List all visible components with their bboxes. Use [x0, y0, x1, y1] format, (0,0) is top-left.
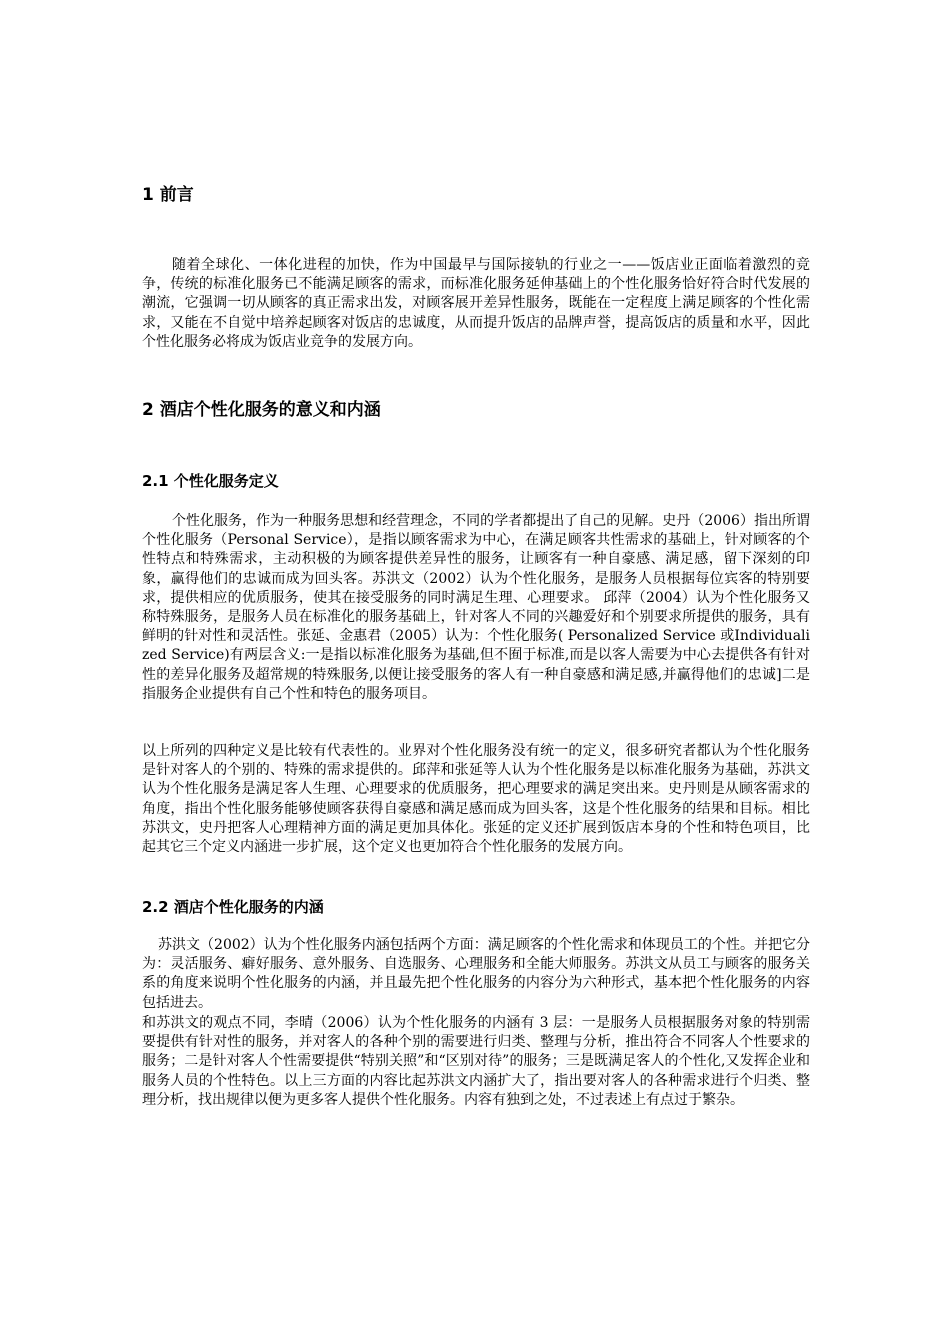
section-2-1-heading: 2.1 个性化服务定义: [142, 472, 279, 490]
section-2-2-heading: 2.2 酒店个性化服务的内涵: [142, 898, 324, 916]
section-2-heading: 2 酒店个性化服务的意义和内涵: [142, 400, 381, 420]
section-1-heading: 1 前言: [142, 185, 194, 205]
section-2-1-paragraph-1: 个性化服务，作为一种服务思想和经营理念，不同的学者都提出了自己的见解。史丹（2006）指出所谓个性化服务（Personal Service），是指以顾客需求为中心，在满足顾客共性需求的基础上，针对顾客的个性特点和特殊需求，主动积极的为顾客提供差异性的服务，让顾客有一种自豪感、满足感，留下深刻的印象，赢得他们的忠诚而成为回头客。苏洪文（2002）认为个性化服务，是服务人员根据每位宾客的特别要求，提供相应的优质服务，使其在接受服务的同时满足生理、心理要求。 邱萍（2004）认为个性化服务又称特殊服务，是服务人员在标准化的服务基础上，针对客人不同的兴趣爱好和个别要求所提供的服务，具有鲜明的针对性和灵活性。张延、金惠君（2005）认为：个性化服务( Personalized Service 或Individualized Service)有两层含义:一是指以标准化服务为基础,但不囿于标准,而是以客人需要为中心去提供各有针对性的差异化服务及超常规的特殊服务,以便让接受服务的客人有一种自豪感和满足感,并赢得他们的忠诚]二是指服务企业提供有自己个性和特色的服务项目。: [142, 513, 810, 702]
section-2-1-paragraph-2: 以上所列的四种定义是比较有代表性的。业界对个性化服务没有统一的定义，很多研究者都认为个性化服务是针对客人的个别的、特殊的需求提供的。邱萍和张延等人认为个性化服务是以标准化服务为基础，苏洪文认为个性化服务是满足客人生理、心理要求的优质服务，把心理要求的满足突出来。史丹则是从顾客需求的角度，指出个性化服务能够使顾客获得自豪感和满足感而成为回头客，这是个性化服务的结果和目标。相比苏洪文，史丹把客人心理精神方面的满足更加具体化。张延的定义还扩展到饭店本身的个性和特色项目，比起其它三个定义内涵进一步扩展，这个定义也更加符合个性化服务的发展方向。: [142, 743, 810, 856]
section-2-2-paragraph-1: 苏洪文（2002）认为个性化服务内涵包括两个方面：满足顾客的个性化需求和体现员工的个性。并把它分为：灵活服务、癖好服务、意外服务、自选服务、心理服务和全能大师服务。苏洪文从员工与顾客的服务关系的角度来说明个性化服务的内涵，并且最先把个性化服务的内容分为六种形式，基本把个性化服务的内容包括进去。: [142, 937, 810, 1011]
section-2-2-paragraph-2: 和苏洪文的观点不同，李晴（2006）认为个性化服务的内涵有 3 层：一是服务人员根据服务对象的特别需要提供有针对性的服务，并对客人的各种个别的需要进行归类、整理与分析，推出符合不同客人个性要求的服务；二是针对客人个性需要提供“特别关照”和“区别对待”的服务；三是既满足客人的个性化,又发挥企业和服务人员的个性特色。以上三方面的内容比起苏洪文内涵扩大了，指出要对客人的各种需求进行个归类、整理分析，找出规律以便为更多客人提供个性化服务。内容有独到之处，不过表述上有点过于繁杂。: [142, 1015, 810, 1108]
section-1-paragraph: 随着全球化、一体化进程的加快，作为中国最早与国际接轨的行业之一——饭店业正面临着激烈的竞争，传统的标准化服务已不能满足顾客的需求，而标准化服务延伸基础上的个性化服务恰好符合时代发展的潮流，它强调一切从顾客的真正需求出发，对顾客展开差异性服务，既能在一定程度上满足顾客的个性化需求，又能在不自觉中培养起顾客对饭店的忠诚度，从而提升饭店的品牌声誉，提高饭店的质量和水平，因此个性化服务必将成为饭店业竞争的发展方向。: [142, 257, 810, 350]
